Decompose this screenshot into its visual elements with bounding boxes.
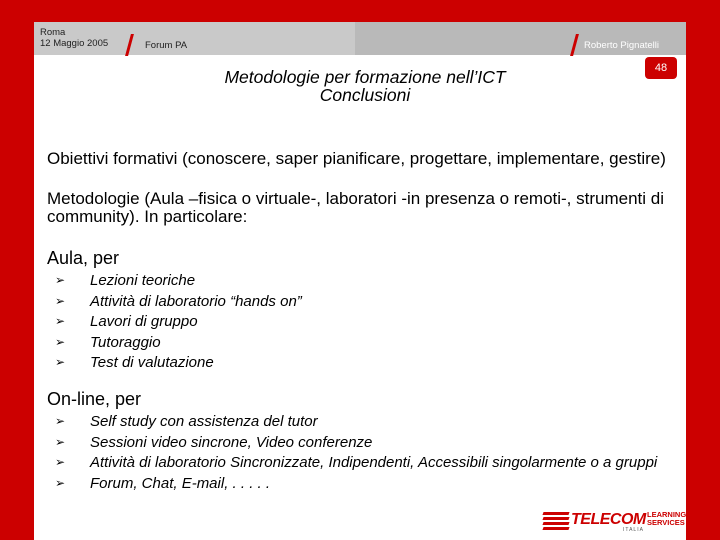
list-item-text: Attività di laboratorio “hands on” — [90, 292, 302, 310]
arrow-bullet-icon: ➢ — [55, 314, 66, 328]
arrow-bullet-icon: ➢ — [55, 434, 66, 449]
top-frame — [0, 0, 720, 22]
list-item-text: Lezioni teoriche — [90, 272, 196, 289]
list-item — [47, 434, 687, 451]
list-online — [47, 413, 687, 492]
logo-italia: ITALIA — [623, 527, 644, 533]
list-item-text: Test di valutazione — [90, 354, 214, 371]
header-author: Roberto Pignatelli — [584, 40, 659, 51]
logo-stripes-icon — [543, 512, 569, 530]
logo-sub-services: SERVICES — [647, 518, 685, 527]
arrow-bullet-icon: ➢ — [55, 455, 66, 469]
arrow-bullet-icon: ➢ — [55, 414, 66, 428]
list-item — [47, 272, 687, 289]
list-aula — [47, 272, 687, 371]
list-item-text: Tutoraggio — [90, 333, 161, 351]
arrow-bullet-icon: ➢ — [55, 273, 66, 287]
page-number-badge: 48 — [645, 57, 677, 79]
paragraph-methodologies: Metodologie (Aula –fisica o virtuale-, laboratori -in presenza o remoti-, strumenti di community). In particolare: — [47, 189, 664, 226]
list-item — [47, 413, 687, 430]
section-heading-online: On-line, per — [47, 389, 142, 409]
logo-brand: TELECOM — [571, 511, 646, 528]
list-item — [47, 293, 687, 310]
right-frame — [686, 0, 720, 540]
header-date: 12 Maggio 2005 — [40, 38, 109, 49]
list-item — [47, 313, 687, 330]
list-item — [47, 475, 687, 492]
arrow-bullet-icon: ➢ — [55, 355, 66, 369]
list-item-text: Lavori di gruppo — [90, 313, 198, 330]
list-item-text: Self study con assistenza del tutor — [90, 413, 318, 430]
header-location-date — [40, 27, 108, 49]
title-line-1: Metodologie per formazione nell’ICT — [224, 67, 506, 87]
slide-title — [150, 68, 580, 104]
arrow-bullet-icon: ➢ — [55, 293, 66, 308]
list-item-text: Sessioni video sincrone, Video conferenze — [90, 433, 373, 451]
list-item-text: Forum, Chat, E-mail, . . . . . — [90, 474, 271, 492]
list-item — [47, 334, 687, 351]
paragraph-objectives: Obiettivi formativi (conoscere, saper pianificare, progettare, implementare, gestire) — [47, 149, 666, 168]
arrow-bullet-icon: ➢ — [55, 334, 66, 349]
telecom-logo — [543, 508, 687, 534]
slide-content — [47, 150, 687, 510]
header-event: Forum PA — [145, 40, 188, 51]
section-heading-aula: Aula, per — [47, 248, 120, 268]
header-location: Roma — [40, 27, 66, 38]
list-item-text: Attività di laboratorio Sincronizzate, Indipendenti, Accessibili singolarmente o a gruppi — [90, 454, 658, 471]
list-item — [47, 454, 687, 471]
logo-sub-learning: LEARNING — [647, 510, 687, 519]
left-frame — [0, 0, 34, 540]
logo-learning-services — [647, 511, 686, 527]
title-line-2: Conclusioni — [319, 85, 411, 105]
arrow-bullet-icon: ➢ — [55, 475, 66, 490]
list-item — [47, 354, 687, 371]
